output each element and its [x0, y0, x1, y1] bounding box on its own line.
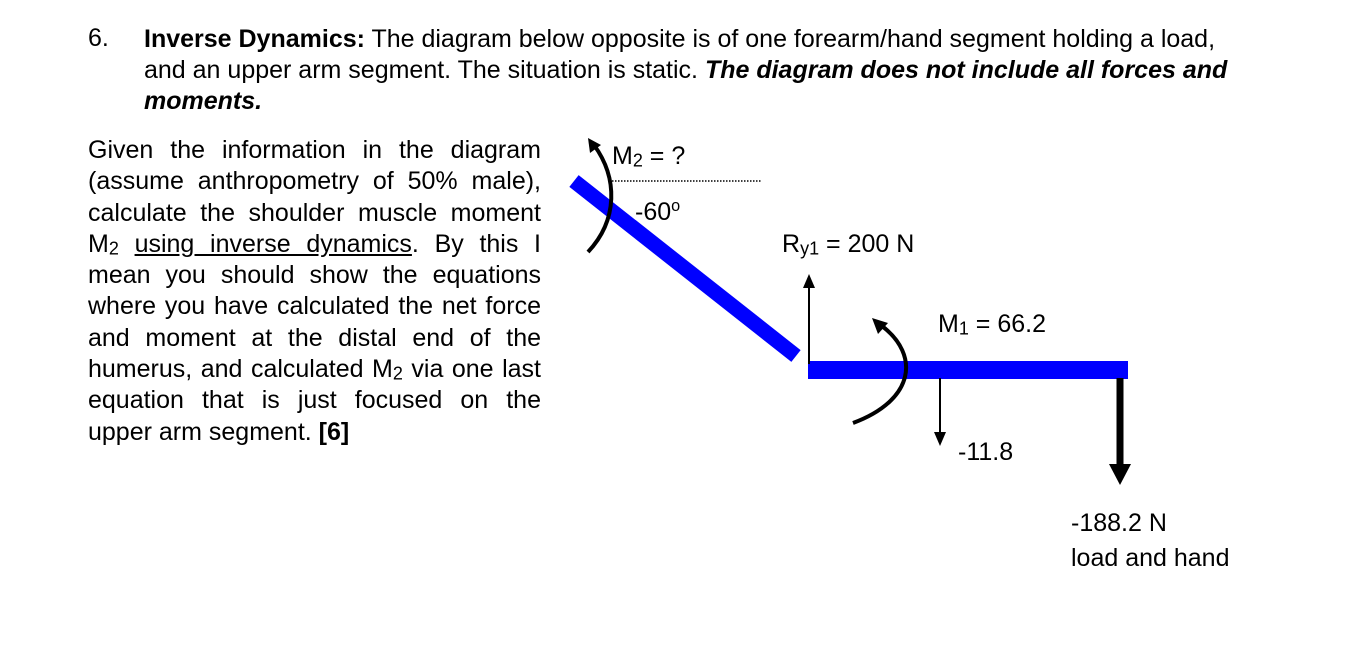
- upper-arm-segment: [574, 181, 796, 356]
- question-emphasis: The diagram does not include all forces and moments.: [144, 56, 1228, 115]
- question-number: 6.: [88, 24, 109, 52]
- m1-label: $M_1 = 66.2$: [938, 310, 1046, 339]
- load-force-label: -188.2 N: [1071, 509, 1167, 537]
- m2-label: $M_2$ = ?: [612, 142, 686, 171]
- ry1-label: $R_{y1} = 200$ N: [782, 230, 915, 259]
- instructions-subscript-2: 2: [392, 363, 403, 384]
- instructions-subscript-1: 2: [108, 238, 119, 259]
- weight-arrowhead: [934, 432, 946, 446]
- load-arrowhead: [1109, 464, 1131, 485]
- marks-label: [6]: [318, 417, 350, 446]
- small-force-label: -11.8: [958, 438, 1014, 466]
- angle-label: -60$^o$: [635, 197, 681, 226]
- ry1-arrowhead: [803, 274, 815, 288]
- load-description-label: load and hand: [1071, 544, 1230, 572]
- instructions-underlined: using inverse dynamics: [134, 229, 412, 258]
- instructions-part-1: Given the information in the diagram (assume anthropometry of 50% male), calculate the shoulder muscle moment M: [88, 136, 541, 258]
- question-title: Inverse Dynamics:: [144, 25, 365, 53]
- question-intro: The diagram below opposite is of one forearm/hand segment holding a load, and an upper arm segment. The situation is static.: [144, 25, 1216, 84]
- instructions-part-3: via one last equation that is just focused on the upper arm segment.: [88, 355, 541, 446]
- m1-arrowhead: [872, 318, 888, 334]
- instructions-part-2: . By this I mean you should show the equations where you have calculated the net force and moment at the distal end of the humerus, and calculated M: [88, 229, 542, 384]
